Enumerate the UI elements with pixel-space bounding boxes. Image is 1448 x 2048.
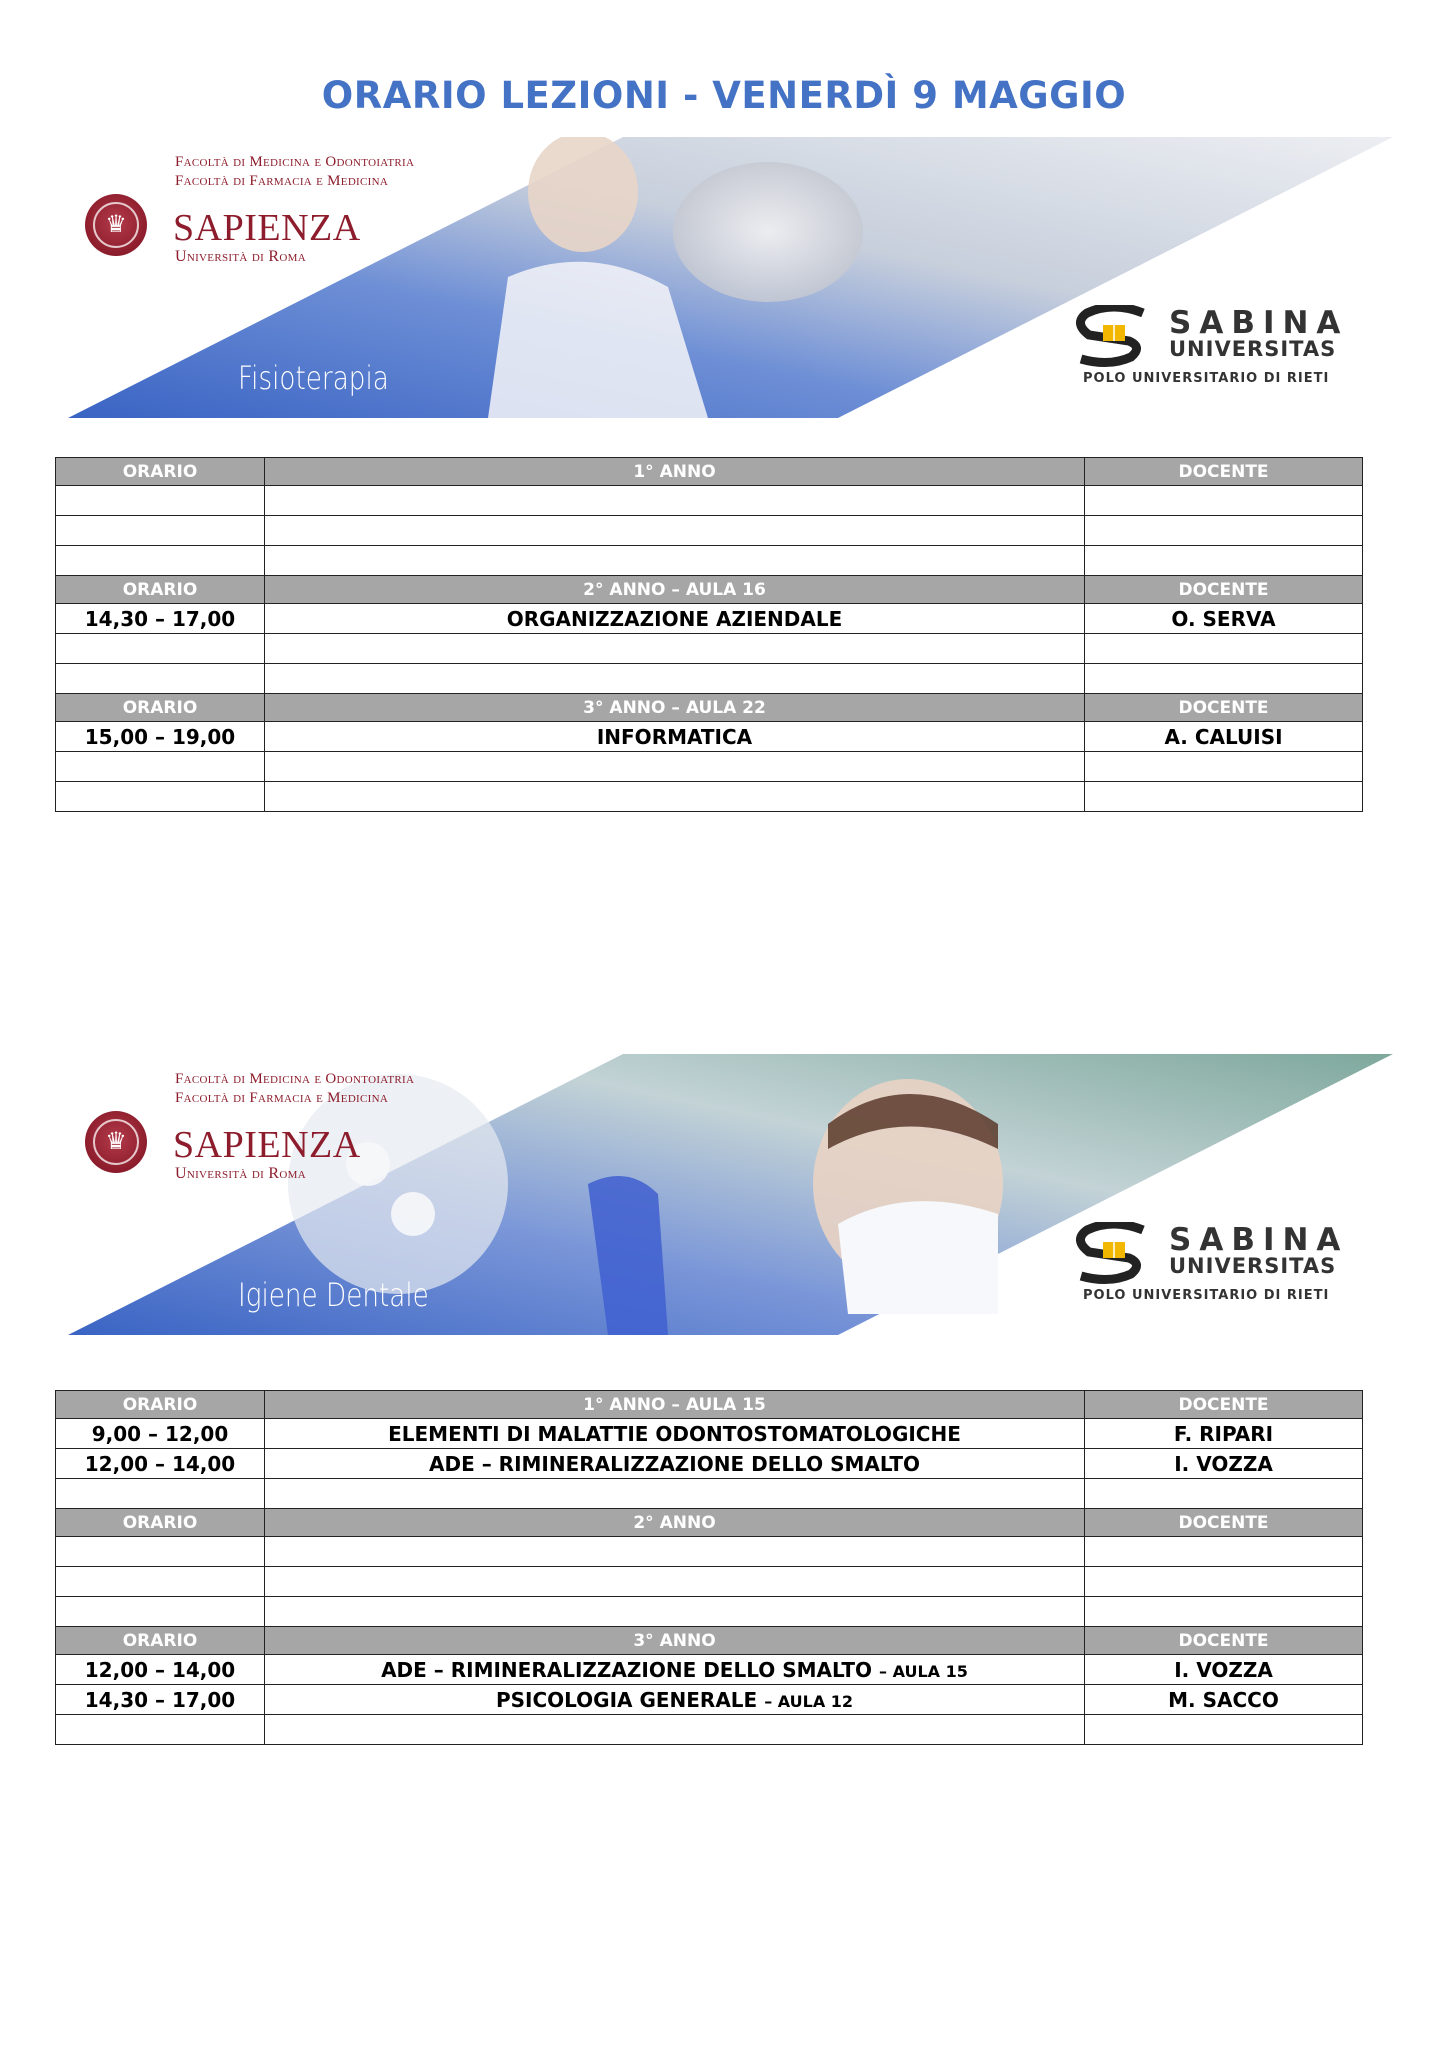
cell-teacher: A. CALUISI bbox=[1085, 722, 1363, 752]
cell-teacher bbox=[1085, 634, 1363, 664]
cell-teacher bbox=[1085, 1715, 1363, 1745]
table-row bbox=[56, 1479, 1363, 1509]
cell-time bbox=[56, 752, 265, 782]
aula-note: – AULA 12 bbox=[764, 1691, 854, 1711]
cell-subject: ELEMENTI DI MALATTIE ODONTOSTOMATOLOGICHE bbox=[265, 1419, 1085, 1449]
header-docente: DOCENTE bbox=[1085, 576, 1363, 604]
cell-subject bbox=[265, 752, 1085, 782]
cell-time bbox=[56, 1479, 265, 1509]
cell-teacher bbox=[1085, 486, 1363, 516]
sabina-word: SABINA bbox=[1169, 305, 1349, 341]
cell-subject: INFORMATICA bbox=[265, 722, 1085, 752]
faculty-line-2: Facoltà di Farmacia e Medicina bbox=[175, 173, 389, 189]
cell-teacher: O. SERVA bbox=[1085, 604, 1363, 634]
cell-subject bbox=[265, 1537, 1085, 1567]
table-header-row bbox=[56, 576, 1363, 604]
cell-subject bbox=[265, 664, 1085, 694]
cell-subject bbox=[265, 1715, 1085, 1745]
cell-teacher: I. VOZZA bbox=[1085, 1449, 1363, 1479]
course-title: Igiene Dentale bbox=[238, 1276, 429, 1314]
cell-subject bbox=[265, 546, 1085, 576]
university-sub: Università di Roma bbox=[175, 1165, 306, 1182]
header-orario: ORARIO bbox=[56, 458, 265, 486]
table-row bbox=[56, 1715, 1363, 1745]
sabina-universitas-logo bbox=[1073, 1222, 1383, 1312]
cell-time bbox=[56, 664, 265, 694]
university-name: SAPIENZA bbox=[173, 207, 361, 249]
cell-teacher bbox=[1085, 1597, 1363, 1627]
table-row bbox=[56, 1419, 1363, 1449]
cell-time bbox=[56, 1537, 265, 1567]
cell-subject bbox=[265, 486, 1085, 516]
header-orario: ORARIO bbox=[56, 1509, 265, 1537]
cell-subject bbox=[265, 1479, 1085, 1509]
table-row bbox=[56, 1685, 1363, 1715]
table-row bbox=[56, 722, 1363, 752]
banner-fisioterapia bbox=[68, 137, 1393, 418]
cell-time bbox=[56, 546, 265, 576]
cell-time bbox=[56, 1567, 265, 1597]
table-header-row bbox=[56, 1627, 1363, 1655]
header-orario: ORARIO bbox=[56, 694, 265, 722]
sapienza-seal-icon: ♛ bbox=[85, 1111, 147, 1173]
cell-time: 15,00 – 19,00 bbox=[56, 722, 265, 752]
cell-time bbox=[56, 1597, 265, 1627]
header-docente: DOCENTE bbox=[1085, 694, 1363, 722]
cell-time: 9,00 – 12,00 bbox=[56, 1419, 265, 1449]
subject-text: PSICOLOGIA GENERALE bbox=[495, 1687, 758, 1712]
cell-teacher bbox=[1085, 516, 1363, 546]
cell-time: 12,00 – 14,00 bbox=[56, 1655, 265, 1685]
universitas-word: UNIVERSITAS bbox=[1169, 337, 1337, 361]
table-row bbox=[56, 782, 1363, 812]
university-sub: Università di Roma bbox=[175, 248, 306, 265]
cell-subject: ADE – RIMINERALIZZAZIONE DELLO SMALTO bbox=[265, 1449, 1085, 1479]
table-row bbox=[56, 664, 1363, 694]
sapienza-seal-icon: ♛ bbox=[85, 194, 147, 256]
aula-note: – AULA 15 bbox=[879, 1661, 968, 1681]
schedule-table-igiene-dentale bbox=[55, 1390, 1363, 1745]
cell-subject bbox=[265, 1597, 1085, 1627]
sabina-universitas-logo bbox=[1073, 305, 1383, 395]
table-header-row bbox=[56, 458, 1363, 486]
cell-time: 12,00 – 14,00 bbox=[56, 1449, 265, 1479]
header-orario: ORARIO bbox=[56, 1391, 265, 1419]
cell-teacher: I. VOZZA bbox=[1085, 1655, 1363, 1685]
sabina-s-icon bbox=[1073, 305, 1151, 369]
table-row bbox=[56, 1449, 1363, 1479]
header-orario: ORARIO bbox=[56, 576, 265, 604]
cell-teacher: F. RIPARI bbox=[1085, 1419, 1363, 1449]
cell-subject bbox=[265, 1567, 1085, 1597]
cell-teacher: M. SACCO bbox=[1085, 1685, 1363, 1715]
header-year: 2° ANNO bbox=[265, 1509, 1085, 1537]
polo-text: POLO UNIVERSITARIO DI RIETI bbox=[1083, 371, 1330, 386]
header-docente: DOCENTE bbox=[1085, 458, 1363, 486]
header-year: 3° ANNO bbox=[265, 1627, 1085, 1655]
table-row bbox=[56, 486, 1363, 516]
header-docente: DOCENTE bbox=[1085, 1627, 1363, 1655]
faculty-line-2: Facoltà di Farmacia e Medicina bbox=[175, 1090, 389, 1106]
polo-text: POLO UNIVERSITARIO DI RIETI bbox=[1083, 1288, 1330, 1303]
page-title: ORARIO LEZIONI - VENERDÌ 9 MAGGIO bbox=[321, 74, 1127, 117]
universitas-word: UNIVERSITAS bbox=[1169, 1254, 1337, 1278]
banner-igiene-dentale bbox=[68, 1054, 1393, 1335]
university-name: SAPIENZA bbox=[173, 1124, 361, 1166]
cell-teacher bbox=[1085, 782, 1363, 812]
course-title: Fisioterapia bbox=[238, 359, 389, 397]
schedule-table-fisioterapia bbox=[55, 457, 1363, 812]
sabina-word: SABINA bbox=[1169, 1222, 1349, 1258]
subject-text: ADE – RIMINERALIZZAZIONE DELLO SMALTO bbox=[381, 1657, 873, 1682]
cell-subject bbox=[265, 634, 1085, 664]
cell-teacher bbox=[1085, 664, 1363, 694]
header-docente: DOCENTE bbox=[1085, 1509, 1363, 1537]
cell-teacher bbox=[1085, 1537, 1363, 1567]
header-year: 1° ANNO bbox=[265, 458, 1085, 486]
table-row bbox=[56, 1597, 1363, 1627]
table-row bbox=[56, 634, 1363, 664]
faculty-line-1: Facoltà di Medicina e Odontoiatria bbox=[175, 154, 415, 170]
cell-time: 14,30 – 17,00 bbox=[56, 1685, 265, 1715]
header-orario: ORARIO bbox=[56, 1627, 265, 1655]
cell-subject bbox=[265, 516, 1085, 546]
cell-time bbox=[56, 782, 265, 812]
table-header-row bbox=[56, 1391, 1363, 1419]
cell-subject bbox=[265, 1655, 1085, 1685]
cell-teacher bbox=[1085, 1567, 1363, 1597]
cell-time: 14,30 – 17,00 bbox=[56, 604, 265, 634]
table-row bbox=[56, 1655, 1363, 1685]
header-docente: DOCENTE bbox=[1085, 1391, 1363, 1419]
table-header-row bbox=[56, 1509, 1363, 1537]
table-row bbox=[56, 546, 1363, 576]
table-row bbox=[56, 516, 1363, 546]
table-header-row bbox=[56, 694, 1363, 722]
faculty-line-1: Facoltà di Medicina e Odontoiatria bbox=[175, 1071, 415, 1087]
cell-time bbox=[56, 516, 265, 546]
table-row bbox=[56, 1567, 1363, 1597]
cell-time bbox=[56, 634, 265, 664]
cell-teacher bbox=[1085, 752, 1363, 782]
cell-subject: ORGANIZZAZIONE AZIENDALE bbox=[265, 604, 1085, 634]
cell-teacher bbox=[1085, 546, 1363, 576]
cell-time bbox=[56, 486, 265, 516]
cell-teacher bbox=[1085, 1479, 1363, 1509]
table-row bbox=[56, 752, 1363, 782]
table-row bbox=[56, 604, 1363, 634]
header-year: 3° ANNO – AULA 22 bbox=[265, 694, 1085, 722]
header-year: 1° ANNO – AULA 15 bbox=[265, 1391, 1085, 1419]
cell-subject bbox=[265, 782, 1085, 812]
sabina-s-icon bbox=[1073, 1222, 1151, 1286]
table-row bbox=[56, 1537, 1363, 1567]
cell-time bbox=[56, 1715, 265, 1745]
cell-subject bbox=[265, 1685, 1085, 1715]
header-year: 2° ANNO – AULA 16 bbox=[265, 576, 1085, 604]
